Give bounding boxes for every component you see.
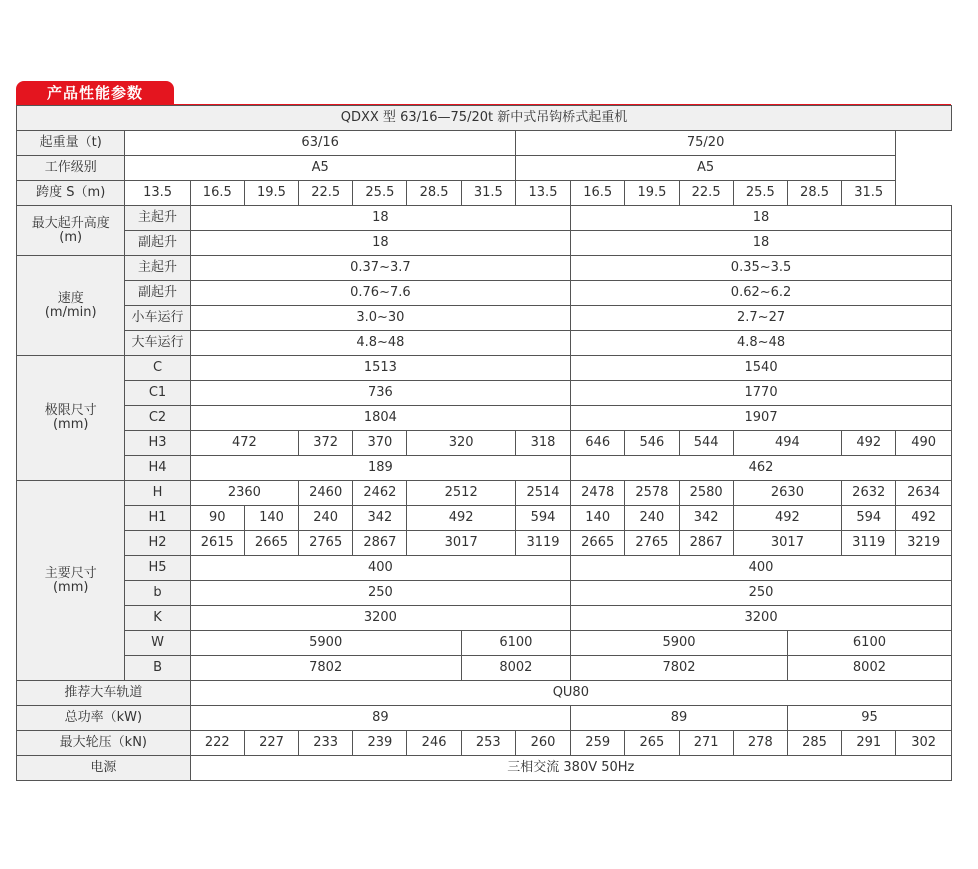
row-label: b: [125, 581, 190, 606]
table-cell: 95: [787, 706, 951, 731]
table-cell: 18: [571, 206, 952, 231]
table-cell: 240: [625, 506, 679, 531]
table-cell: 239: [353, 731, 407, 756]
table-row: [17, 631, 952, 656]
table-row: [17, 206, 952, 231]
table-cell: 3119: [842, 531, 896, 556]
table-cell: 291: [842, 731, 896, 756]
table-cell: 250: [190, 581, 570, 606]
table-row: [17, 731, 952, 756]
table-cell: 594: [842, 506, 896, 531]
row-group-label: 主要尺寸 (mm): [17, 481, 125, 681]
table-cell: 1907: [571, 406, 952, 431]
table-cell: 2867: [353, 531, 407, 556]
table-cell: 544: [679, 431, 733, 456]
table-row: [17, 581, 952, 606]
row-label: 主起升: [125, 206, 190, 231]
table-cell: 546: [625, 431, 679, 456]
table-cell: 7802: [190, 656, 461, 681]
table-title-row: [17, 106, 952, 131]
table-cell: 1540: [571, 356, 952, 381]
table-cell: 1804: [190, 406, 570, 431]
table-cell: 2360: [190, 481, 298, 506]
row-label: H5: [125, 556, 190, 581]
table-cell: 6100: [461, 631, 570, 656]
table-row: [17, 231, 952, 256]
table-cell: 18: [190, 206, 570, 231]
table-cell: 6100: [787, 631, 951, 656]
table-cell: 372: [299, 431, 353, 456]
row-label: C1: [125, 381, 190, 406]
table-cell: 492: [896, 506, 952, 531]
table-cell: 736: [190, 381, 570, 406]
table-title: QDXX 型 63/16—75/20t 新中式吊钩桥式起重机: [17, 106, 952, 131]
row-label: H: [125, 481, 190, 506]
table-cell: 19.5: [244, 181, 298, 206]
table-cell: 2512: [407, 481, 515, 506]
table-cell: 31.5: [842, 181, 896, 206]
table-cell: 3017: [407, 531, 515, 556]
table-row: [17, 281, 952, 306]
row-label: H2: [125, 531, 190, 556]
row-label: H4: [125, 456, 190, 481]
table-cell: 240: [299, 506, 353, 531]
table-cell: 492: [407, 506, 515, 531]
table-cell: 2580: [679, 481, 733, 506]
table-cell: 2634: [896, 481, 952, 506]
table-cell: 140: [571, 506, 625, 531]
row-label: 推荐大车轨道: [17, 681, 191, 706]
table-cell: 7802: [571, 656, 788, 681]
table-row: [17, 756, 952, 781]
table-cell: 2665: [244, 531, 298, 556]
row-label: 小车运行: [125, 306, 190, 331]
table-cell: 342: [679, 506, 733, 531]
table-cell: 3.0~30: [190, 306, 570, 331]
table-cell: 2462: [353, 481, 407, 506]
table-cell: 1513: [190, 356, 570, 381]
table-cell: 2765: [625, 531, 679, 556]
row-label: 跨度 S（m): [17, 181, 125, 206]
table-cell: A5: [125, 156, 515, 181]
table-cell: 8002: [787, 656, 951, 681]
table-cell: 320: [407, 431, 515, 456]
table-row: [17, 456, 952, 481]
table-cell: 22.5: [299, 181, 353, 206]
table-cell: A5: [515, 156, 895, 181]
table-cell: 22.5: [679, 181, 733, 206]
spec-table: [16, 105, 952, 781]
row-label: 副起升: [125, 231, 190, 256]
table-cell: 2460: [299, 481, 353, 506]
table-cell: 13.5: [515, 181, 570, 206]
table-cell: 2514: [515, 481, 570, 506]
table-cell: 3119: [515, 531, 570, 556]
table-cell: 2765: [299, 531, 353, 556]
table-cell: 75/20: [515, 131, 895, 156]
table-cell: 233: [299, 731, 353, 756]
row-label: 电源: [17, 756, 191, 781]
table-cell: 250: [571, 581, 952, 606]
table-cell: 3200: [571, 606, 952, 631]
table-cell: 4.8~48: [571, 331, 952, 356]
table-cell: 63/16: [125, 131, 515, 156]
table-row: [17, 406, 952, 431]
table-row: [17, 356, 952, 381]
table-cell: 5900: [190, 631, 461, 656]
table-cell: 246: [407, 731, 461, 756]
table-cell: 25.5: [353, 181, 407, 206]
table-cell: 2665: [571, 531, 625, 556]
table-cell: 28.5: [787, 181, 841, 206]
row-label: B: [125, 656, 190, 681]
table-row: [17, 481, 952, 506]
table-cell: 189: [190, 456, 570, 481]
table-cell: 3200: [190, 606, 570, 631]
table-cell: QU80: [190, 681, 951, 706]
table-row: [17, 656, 952, 681]
row-label: C2: [125, 406, 190, 431]
table-cell: 260: [515, 731, 570, 756]
table-cell: 31.5: [461, 181, 515, 206]
table-cell: 400: [571, 556, 952, 581]
row-label: 最大轮压（kN): [17, 731, 191, 756]
table-row: [17, 181, 952, 206]
table-cell: 3219: [896, 531, 952, 556]
table-cell: 490: [896, 431, 952, 456]
table-cell: 227: [244, 731, 298, 756]
table-cell: 2630: [733, 481, 841, 506]
row-label: 主起升: [125, 256, 190, 281]
table-cell: 三相交流 380V 50Hz: [190, 756, 951, 781]
table-cell: 8002: [461, 656, 570, 681]
table-cell: 1770: [571, 381, 952, 406]
row-label: 副起升: [125, 281, 190, 306]
row-group-label: 极限尺寸 (mm): [17, 356, 125, 481]
table-row: [17, 131, 952, 156]
table-cell: 342: [353, 506, 407, 531]
table-cell: 370: [353, 431, 407, 456]
table-cell: 2478: [571, 481, 625, 506]
row-label: W: [125, 631, 190, 656]
table-cell: 302: [896, 731, 952, 756]
table-cell: 318: [515, 431, 570, 456]
table-cell: 594: [515, 506, 570, 531]
row-group-label: 速度 (m/min): [17, 256, 125, 356]
table-cell: 0.62~6.2: [571, 281, 952, 306]
row-label: 起重量（t): [17, 131, 125, 156]
table-cell: 140: [244, 506, 298, 531]
row-label: H1: [125, 506, 190, 531]
table-cell: 492: [733, 506, 841, 531]
spec-table-body: [17, 106, 952, 781]
section-tab: 产品性能参数: [16, 81, 174, 105]
table-cell: 5900: [571, 631, 788, 656]
table-cell: 278: [733, 731, 787, 756]
table-cell: 2578: [625, 481, 679, 506]
row-label: K: [125, 606, 190, 631]
table-row: [17, 256, 952, 281]
table-cell: 25.5: [733, 181, 787, 206]
table-cell: 462: [571, 456, 952, 481]
table-cell: 28.5: [407, 181, 461, 206]
table-row: [17, 156, 952, 181]
table-row: [17, 306, 952, 331]
table-row: [17, 706, 952, 731]
table-row: [17, 431, 952, 456]
table-cell: 0.37~3.7: [190, 256, 570, 281]
table-cell: 89: [190, 706, 570, 731]
row-label: H3: [125, 431, 190, 456]
table-cell: 494: [733, 431, 841, 456]
table-cell: 0.35~3.5: [571, 256, 952, 281]
row-group-label: 最大起升高度 (m): [17, 206, 125, 256]
table-row: [17, 531, 952, 556]
table-cell: 0.76~7.6: [190, 281, 570, 306]
table-cell: 19.5: [625, 181, 679, 206]
table-cell: 400: [190, 556, 570, 581]
table-cell: 16.5: [190, 181, 244, 206]
table-cell: 2615: [190, 531, 244, 556]
row-label: 工作级别: [17, 156, 125, 181]
table-row: [17, 556, 952, 581]
table-row: [17, 606, 952, 631]
table-cell: 16.5: [571, 181, 625, 206]
row-label: 大车运行: [125, 331, 190, 356]
table-cell: 4.8~48: [190, 331, 570, 356]
table-cell: 271: [679, 731, 733, 756]
table-row: [17, 331, 952, 356]
table-cell: 253: [461, 731, 515, 756]
table-cell: 18: [571, 231, 952, 256]
table-cell: 2.7~27: [571, 306, 952, 331]
table-cell: 285: [787, 731, 841, 756]
table-row: [17, 506, 952, 531]
table-row: [17, 381, 952, 406]
table-cell: 3017: [733, 531, 841, 556]
table-cell: 18: [190, 231, 570, 256]
table-row: [17, 681, 952, 706]
table-cell: 259: [571, 731, 625, 756]
table-cell: 90: [190, 506, 244, 531]
table-cell: 492: [842, 431, 896, 456]
table-cell: 2632: [842, 481, 896, 506]
table-cell: 89: [571, 706, 788, 731]
table-cell: 222: [190, 731, 244, 756]
table-cell: 13.5: [125, 181, 190, 206]
row-label: C: [125, 356, 190, 381]
table-cell: 472: [190, 431, 298, 456]
table-cell: 646: [571, 431, 625, 456]
row-label: 总功率（kW): [17, 706, 191, 731]
table-cell: 265: [625, 731, 679, 756]
table-cell: 2867: [679, 531, 733, 556]
